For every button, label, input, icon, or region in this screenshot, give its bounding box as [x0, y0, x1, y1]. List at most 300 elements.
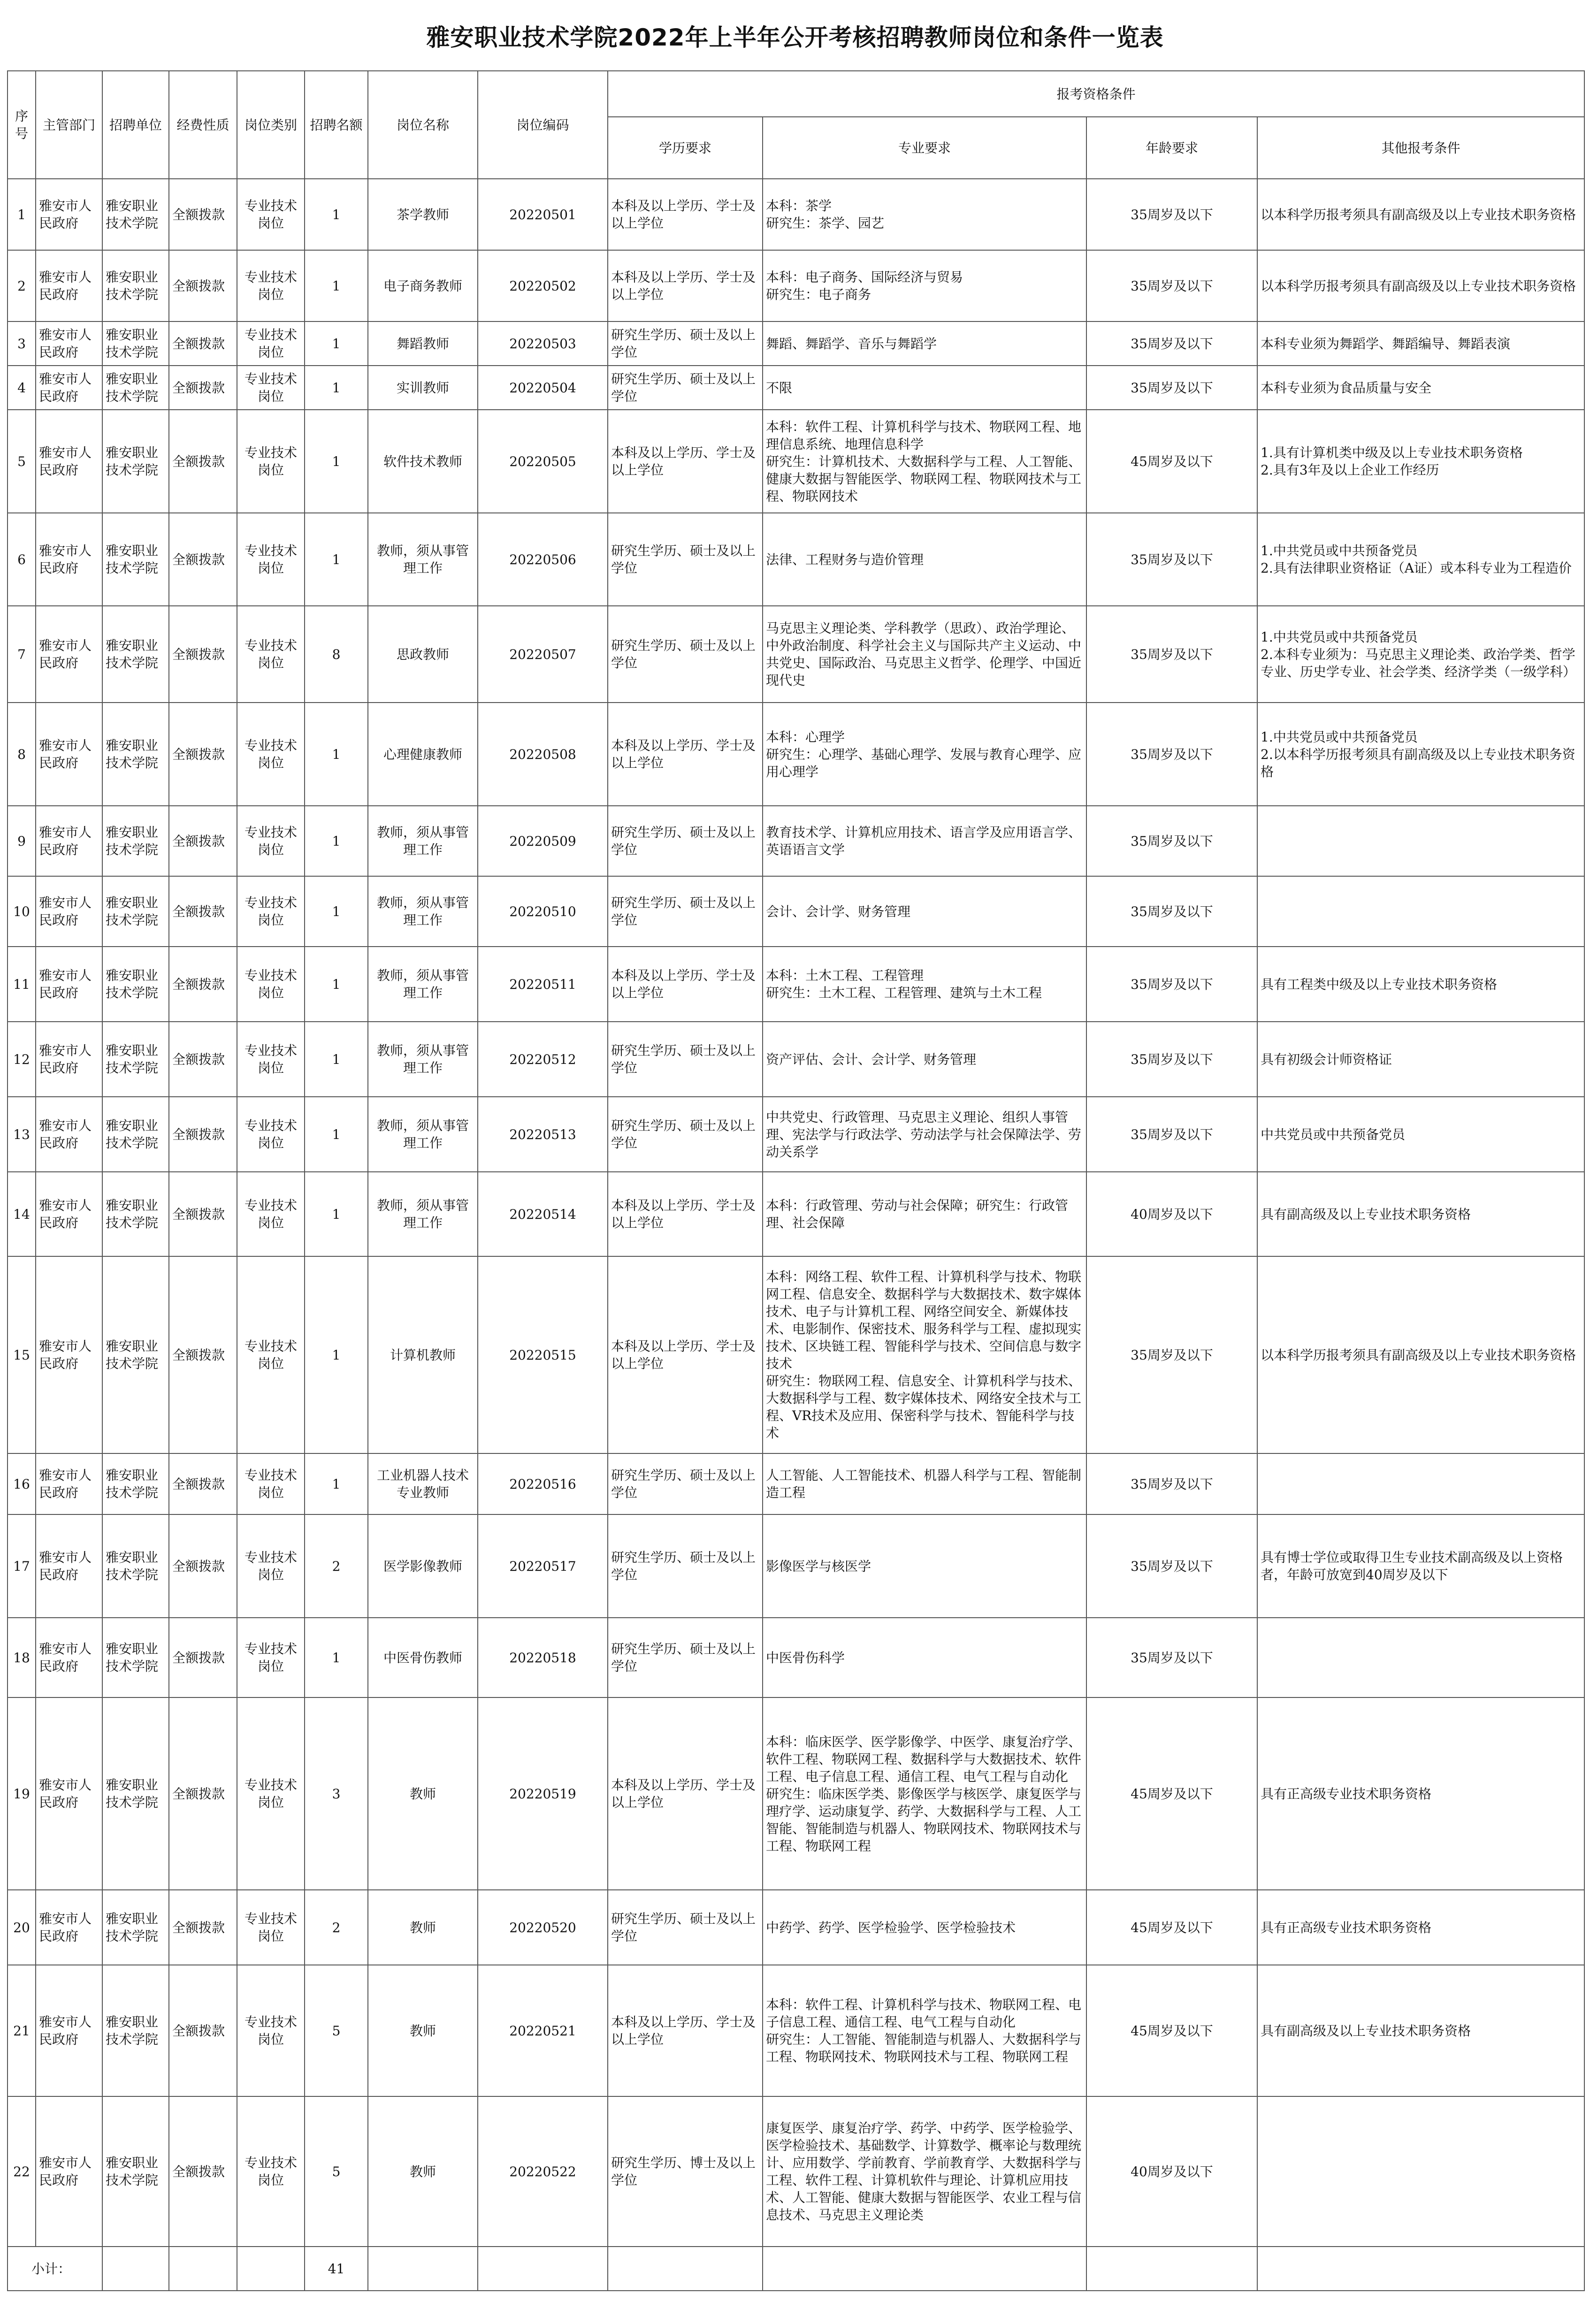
cell-post-name: 实训教师 — [368, 366, 478, 410]
cell-education: 本科及以上学历、学士及以上学位 — [608, 703, 763, 806]
cell-unit: 雅安职业技术学院 — [102, 703, 169, 806]
empty-cell — [237, 2247, 305, 2291]
cell-category: 专业技术岗位 — [237, 1618, 305, 1697]
cell-seq: 4 — [8, 366, 36, 410]
table-row — [8, 1453, 1584, 1514]
table-body — [8, 179, 1584, 2291]
cell-other — [1257, 876, 1584, 947]
cell-seq: 10 — [8, 876, 36, 947]
cell-post-code: 20220521 — [478, 1965, 608, 2096]
cell-unit: 雅安职业技术学院 — [102, 2096, 169, 2247]
cell-age: 45周岁及以下 — [1086, 410, 1257, 513]
cell-category: 专业技术岗位 — [237, 513, 305, 606]
table-row — [8, 513, 1584, 606]
table-row — [8, 606, 1584, 703]
header-dept: 主管部门 — [36, 71, 102, 179]
cell-category: 专业技术岗位 — [237, 1965, 305, 2096]
header-category: 岗位类别 — [237, 71, 305, 179]
total-row — [8, 2247, 1584, 2291]
cell-education: 研究生学历、硕士及以上学位 — [608, 876, 763, 947]
cell-seq: 2 — [8, 250, 36, 321]
cell-unit: 雅安职业技术学院 — [102, 513, 169, 606]
cell-funding: 全额拨款 — [169, 1618, 237, 1697]
table-row — [8, 1965, 1584, 2096]
cell-post-name: 教师 — [368, 1697, 478, 1890]
cell-other: 具有正高级专业技术职务资格 — [1257, 1697, 1584, 1890]
cell-quota: 1 — [305, 947, 368, 1022]
cell-other: 1.中共党员或中共预备党员 2.具有法律职业资格证（A证）或本科专业为工程造价 — [1257, 513, 1584, 606]
cell-post-code: 20220513 — [478, 1097, 608, 1172]
cell-age: 35周岁及以下 — [1086, 179, 1257, 250]
cell-post-name: 思政教师 — [368, 606, 478, 703]
header-other: 其他报考条件 — [1257, 117, 1584, 179]
cell-category: 专业技术岗位 — [237, 179, 305, 250]
cell-education: 研究生学历、硕士及以上学位 — [608, 1097, 763, 1172]
cell-category: 专业技术岗位 — [237, 1514, 305, 1618]
cell-funding: 全额拨款 — [169, 1965, 237, 2096]
cell-post-code: 20220522 — [478, 2096, 608, 2247]
cell-seq: 5 — [8, 410, 36, 513]
cell-seq: 22 — [8, 2096, 36, 2247]
cell-post-name: 电子商务教师 — [368, 250, 478, 321]
header-post-code: 岗位编码 — [478, 71, 608, 179]
cell-quota: 1 — [305, 876, 368, 947]
cell-education: 研究生学历、硕士及以上学位 — [608, 1890, 763, 1965]
cell-category: 专业技术岗位 — [237, 1697, 305, 1890]
cell-other: 以本科学历报考须具有副高级及以上专业技术职务资格 — [1257, 250, 1584, 321]
cell-post-name: 茶学教师 — [368, 179, 478, 250]
cell-post-name: 教师，须从事管理工作 — [368, 876, 478, 947]
cell-dept: 雅安市人民政府 — [36, 1256, 102, 1453]
cell-unit: 雅安职业技术学院 — [102, 1097, 169, 1172]
cell-funding: 全额拨款 — [169, 1022, 237, 1097]
cell-unit: 雅安职业技术学院 — [102, 321, 169, 366]
cell-post-name: 教师 — [368, 1890, 478, 1965]
cell-seq: 20 — [8, 1890, 36, 1965]
empty-cell — [1086, 2247, 1257, 2291]
cell-seq: 19 — [8, 1697, 36, 1890]
cell-dept: 雅安市人民政府 — [36, 513, 102, 606]
cell-age: 35周岁及以下 — [1086, 366, 1257, 410]
cell-seq: 16 — [8, 1453, 36, 1514]
cell-unit: 雅安职业技术学院 — [102, 1618, 169, 1697]
table-row — [8, 250, 1584, 321]
table-row — [8, 806, 1584, 876]
cell-post-name: 医学影像教师 — [368, 1514, 478, 1618]
header-funding: 经费性质 — [169, 71, 237, 179]
cell-other: 具有博士学位或取得卫生专业技术副高级及以上资格者，年龄可放宽到40周岁及以下 — [1257, 1514, 1584, 1618]
cell-funding: 全额拨款 — [169, 1256, 237, 1453]
cell-major: 马克思主义理论类、学科教学（思政）、政治学理论、中外政治制度、科学社会主义与国际共产主义运动、中共党史、国际政治、马克思主义哲学、伦理学、中国近现代史 — [763, 606, 1086, 703]
cell-post-name: 软件技术教师 — [368, 410, 478, 513]
cell-seq: 8 — [8, 703, 36, 806]
cell-age: 35周岁及以下 — [1086, 606, 1257, 703]
cell-funding: 全额拨款 — [169, 1172, 237, 1256]
cell-education: 研究生学历、硕士及以上学位 — [608, 606, 763, 703]
cell-unit: 雅安职业技术学院 — [102, 366, 169, 410]
cell-seq: 21 — [8, 1965, 36, 2096]
cell-post-code: 20220514 — [478, 1172, 608, 1256]
cell-unit: 雅安职业技术学院 — [102, 1965, 169, 2096]
table-row — [8, 2096, 1584, 2247]
cell-age: 35周岁及以下 — [1086, 1022, 1257, 1097]
cell-quota: 8 — [305, 606, 368, 703]
cell-quota: 1 — [305, 513, 368, 606]
cell-post-code: 20220503 — [478, 321, 608, 366]
cell-dept: 雅安市人民政府 — [36, 876, 102, 947]
cell-age: 35周岁及以下 — [1086, 250, 1257, 321]
header-major: 专业要求 — [763, 117, 1086, 179]
table-row — [8, 1256, 1584, 1453]
cell-seq: 7 — [8, 606, 36, 703]
cell-post-name: 教师，须从事管理工作 — [368, 806, 478, 876]
cell-post-code: 20220506 — [478, 513, 608, 606]
cell-education: 本科及以上学历、学士及以上学位 — [608, 1172, 763, 1256]
cell-unit: 雅安职业技术学院 — [102, 1890, 169, 1965]
cell-dept: 雅安市人民政府 — [36, 2096, 102, 2247]
table-row — [8, 321, 1584, 366]
cell-category: 专业技术岗位 — [237, 366, 305, 410]
cell-post-code: 20220516 — [478, 1453, 608, 1514]
cell-quota: 1 — [305, 1097, 368, 1172]
cell-funding: 全额拨款 — [169, 806, 237, 876]
cell-post-name: 教师 — [368, 2096, 478, 2247]
cell-education: 本科及以上学历、学士及以上学位 — [608, 179, 763, 250]
cell-seq: 6 — [8, 513, 36, 606]
cell-age: 35周岁及以下 — [1086, 947, 1257, 1022]
cell-other: 具有工程类中级及以上专业技术职务资格 — [1257, 947, 1584, 1022]
cell-quota: 1 — [305, 703, 368, 806]
cell-category: 专业技术岗位 — [237, 1097, 305, 1172]
cell-major: 本科：网络工程、软件工程、计算机科学与技术、物联网工程、信息安全、数据科学与大数据技术、数字媒体技术、电子与计算机工程、网络空间安全、新媒体技术、电影制作、保密技术、服务科学与工程、虚拟现实技术、区块链工程、智能科学与技术、空间信息与数字技术 研究生：物联网工程、信息安全、计算机科学与技术、大数据科学与工程、数字媒体技术、网络安全技术与工程、VR技术及应用、保密科学与技术、智能科学与技术 — [763, 1256, 1086, 1453]
cell-funding: 全额拨款 — [169, 947, 237, 1022]
cell-age: 35周岁及以下 — [1086, 1097, 1257, 1172]
cell-education: 本科及以上学历、学士及以上学位 — [608, 1256, 763, 1453]
cell-education: 本科及以上学历、学士及以上学位 — [608, 410, 763, 513]
cell-funding: 全额拨款 — [169, 606, 237, 703]
table-row — [8, 1618, 1584, 1697]
cell-seq: 15 — [8, 1256, 36, 1453]
empty-cell — [763, 2247, 1086, 2291]
cell-dept: 雅安市人民政府 — [36, 179, 102, 250]
cell-education: 本科及以上学历、学士及以上学位 — [608, 1697, 763, 1890]
cell-age: 35周岁及以下 — [1086, 703, 1257, 806]
table-row — [8, 947, 1584, 1022]
empty-cell — [368, 2247, 478, 2291]
cell-seq: 14 — [8, 1172, 36, 1256]
cell-quota: 5 — [305, 2096, 368, 2247]
cell-category: 专业技术岗位 — [237, 606, 305, 703]
cell-funding: 全额拨款 — [169, 703, 237, 806]
cell-category: 专业技术岗位 — [237, 1256, 305, 1453]
cell-quota: 1 — [305, 806, 368, 876]
cell-quota: 1 — [305, 321, 368, 366]
cell-unit: 雅安职业技术学院 — [102, 806, 169, 876]
cell-dept: 雅安市人民政府 — [36, 947, 102, 1022]
cell-post-code: 20220515 — [478, 1256, 608, 1453]
cell-funding: 全额拨款 — [169, 410, 237, 513]
cell-unit: 雅安职业技术学院 — [102, 606, 169, 703]
cell-funding: 全额拨款 — [169, 1890, 237, 1965]
cell-post-name: 教师，须从事管理工作 — [368, 513, 478, 606]
cell-dept: 雅安市人民政府 — [36, 1022, 102, 1097]
cell-education: 本科及以上学历、学士及以上学位 — [608, 250, 763, 321]
cell-unit: 雅安职业技术学院 — [102, 179, 169, 250]
table-row — [8, 179, 1584, 250]
header-conditions-group: 报考资格条件 — [608, 71, 1584, 117]
cell-dept: 雅安市人民政府 — [36, 703, 102, 806]
cell-quota: 1 — [305, 1453, 368, 1514]
cell-unit: 雅安职业技术学院 — [102, 250, 169, 321]
cell-quota: 1 — [305, 1022, 368, 1097]
cell-post-code: 20220518 — [478, 1618, 608, 1697]
cell-category: 专业技术岗位 — [237, 1453, 305, 1514]
cell-category: 专业技术岗位 — [237, 1890, 305, 1965]
cell-seq: 3 — [8, 321, 36, 366]
cell-dept: 雅安市人民政府 — [36, 250, 102, 321]
empty-cell — [608, 2247, 763, 2291]
cell-major: 本科：茶学 研究生：茶学、园艺 — [763, 179, 1086, 250]
cell-funding: 全额拨款 — [169, 2096, 237, 2247]
cell-education: 研究生学历、硕士及以上学位 — [608, 1514, 763, 1618]
cell-age: 35周岁及以下 — [1086, 1256, 1257, 1453]
cell-education: 研究生学历、硕士及以上学位 — [608, 366, 763, 410]
cell-post-name: 教师，须从事管理工作 — [368, 1097, 478, 1172]
cell-post-code: 20220510 — [478, 876, 608, 947]
cell-major: 中共党史、行政管理、马克思主义理论、组织人事管理、宪法学与行政法学、劳动法学与社会保障法学、劳动关系学 — [763, 1097, 1086, 1172]
cell-age: 35周岁及以下 — [1086, 806, 1257, 876]
cell-dept: 雅安市人民政府 — [36, 806, 102, 876]
cell-dept: 雅安市人民政府 — [36, 366, 102, 410]
cell-seq: 9 — [8, 806, 36, 876]
cell-post-name: 教师，须从事管理工作 — [368, 1172, 478, 1256]
cell-category: 专业技术岗位 — [237, 2096, 305, 2247]
cell-post-code: 20220519 — [478, 1697, 608, 1890]
cell-unit: 雅安职业技术学院 — [102, 1514, 169, 1618]
cell-major: 本科：软件工程、计算机科学与技术、物联网工程、电子信息工程、通信工程、电气工程与自动化 研究生：人工智能、智能制造与机器人、大数据科学与工程、物联网技术、物联网技术与工程、物联网工程 — [763, 1965, 1086, 2096]
cell-post-code: 20220501 — [478, 179, 608, 250]
cell-post-name: 教师 — [368, 1965, 478, 2096]
table-row — [8, 410, 1584, 513]
cell-quota: 3 — [305, 1697, 368, 1890]
cell-major: 本科：电子商务、国际经济与贸易 研究生：电子商务 — [763, 250, 1086, 321]
cell-seq: 11 — [8, 947, 36, 1022]
cell-seq: 1 — [8, 179, 36, 250]
cell-age: 40周岁及以下 — [1086, 1172, 1257, 1256]
empty-cell — [1257, 2247, 1584, 2291]
cell-unit: 雅安职业技术学院 — [102, 1697, 169, 1890]
cell-education: 研究生学历、硕士及以上学位 — [608, 806, 763, 876]
cell-other — [1257, 1618, 1584, 1697]
cell-dept: 雅安市人民政府 — [36, 1097, 102, 1172]
cell-major: 资产评估、会计、会计学、财务管理 — [763, 1022, 1086, 1097]
cell-unit: 雅安职业技术学院 — [102, 947, 169, 1022]
cell-other: 本科专业须为食品质量与安全 — [1257, 366, 1584, 410]
cell-dept: 雅安市人民政府 — [36, 1453, 102, 1514]
header-age: 年龄要求 — [1086, 117, 1257, 179]
table-row — [8, 1097, 1584, 1172]
cell-quota: 1 — [305, 1172, 368, 1256]
table-row — [8, 1022, 1584, 1097]
empty-cell — [102, 2247, 169, 2291]
cell-post-code: 20220511 — [478, 947, 608, 1022]
cell-post-code: 20220507 — [478, 606, 608, 703]
cell-funding: 全额拨款 — [169, 876, 237, 947]
cell-seq: 13 — [8, 1097, 36, 1172]
cell-age: 35周岁及以下 — [1086, 876, 1257, 947]
table-row — [8, 1697, 1584, 1890]
cell-other: 具有副高级及以上专业技术职务资格 — [1257, 1965, 1584, 2096]
cell-age: 45周岁及以下 — [1086, 1697, 1257, 1890]
cell-other: 具有副高级及以上专业技术职务资格 — [1257, 1172, 1584, 1256]
cell-category: 专业技术岗位 — [237, 250, 305, 321]
page-title: 雅安职业技术学院2022年上半年公开考核招聘教师岗位和条件一览表 — [426, 24, 1164, 51]
cell-other: 中共党员或中共预备党员 — [1257, 1097, 1584, 1172]
cell-post-code: 20220508 — [478, 703, 608, 806]
cell-funding: 全额拨款 — [169, 321, 237, 366]
cell-post-name: 中医骨伤教师 — [368, 1618, 478, 1697]
cell-major: 中药学、药学、医学检验学、医学检验技术 — [763, 1890, 1086, 1965]
cell-post-code: 20220517 — [478, 1514, 608, 1618]
cell-age: 35周岁及以下 — [1086, 1453, 1257, 1514]
recruitment-table — [7, 70, 1585, 2291]
cell-education: 研究生学历、硕士及以上学位 — [608, 1618, 763, 1697]
cell-unit: 雅安职业技术学院 — [102, 876, 169, 947]
cell-dept: 雅安市人民政府 — [36, 321, 102, 366]
cell-unit: 雅安职业技术学院 — [102, 1172, 169, 1256]
cell-other — [1257, 806, 1584, 876]
cell-education: 研究生学历、硕士及以上学位 — [608, 1453, 763, 1514]
total-quota: 41 — [305, 2247, 368, 2291]
table-row — [8, 366, 1584, 410]
header-education: 学历要求 — [608, 117, 763, 179]
cell-post-code: 20220512 — [478, 1022, 608, 1097]
cell-category: 专业技术岗位 — [237, 1022, 305, 1097]
cell-dept: 雅安市人民政府 — [36, 1890, 102, 1965]
cell-seq: 18 — [8, 1618, 36, 1697]
header-unit: 招聘单位 — [102, 71, 169, 179]
cell-dept: 雅安市人民政府 — [36, 1172, 102, 1256]
cell-category: 专业技术岗位 — [237, 321, 305, 366]
cell-dept: 雅安市人民政府 — [36, 1697, 102, 1890]
empty-cell — [169, 2247, 237, 2291]
cell-education: 研究生学历、硕士及以上学位 — [608, 1022, 763, 1097]
cell-dept: 雅安市人民政府 — [36, 1618, 102, 1697]
cell-funding: 全额拨款 — [169, 1453, 237, 1514]
cell-category: 专业技术岗位 — [237, 876, 305, 947]
cell-funding: 全额拨款 — [169, 250, 237, 321]
cell-post-name: 计算机教师 — [368, 1256, 478, 1453]
cell-education: 本科及以上学历、学士及以上学位 — [608, 947, 763, 1022]
cell-post-name: 心理健康教师 — [368, 703, 478, 806]
header-seq: 序号 — [8, 71, 36, 179]
cell-other: 1.中共党员或中共预备党员 2.本科专业须为：马克思主义理论类、政治学类、哲学专业、历史学专业、社会学类、经济学类（一级学科） — [1257, 606, 1584, 703]
cell-funding: 全额拨款 — [169, 366, 237, 410]
cell-major: 中医骨伤科学 — [763, 1618, 1086, 1697]
cell-quota: 5 — [305, 1965, 368, 2096]
cell-seq: 17 — [8, 1514, 36, 1618]
cell-education: 研究生学历、硕士及以上学位 — [608, 513, 763, 606]
cell-age: 35周岁及以下 — [1086, 1618, 1257, 1697]
cell-age: 35周岁及以下 — [1086, 1514, 1257, 1618]
cell-major: 本科：心理学 研究生：心理学、基础心理学、发展与教育心理学、应用心理学 — [763, 703, 1086, 806]
cell-unit: 雅安职业技术学院 — [102, 410, 169, 513]
cell-unit: 雅安职业技术学院 — [102, 1256, 169, 1453]
cell-quota: 2 — [305, 1890, 368, 1965]
cell-other: 1.中共党员或中共预备党员 2.以本科学历报考须具有副高级及以上专业技术职务资格 — [1257, 703, 1584, 806]
cell-funding: 全额拨款 — [169, 179, 237, 250]
cell-other: 具有正高级专业技术职务资格 — [1257, 1890, 1584, 1965]
cell-post-code: 20220509 — [478, 806, 608, 876]
cell-major: 不限 — [763, 366, 1086, 410]
cell-other: 以本科学历报考须具有副高级及以上专业技术职务资格 — [1257, 179, 1584, 250]
empty-cell — [478, 2247, 608, 2291]
cell-other: 本科专业须为舞蹈学、舞蹈编导、舞蹈表演 — [1257, 321, 1584, 366]
cell-quota: 1 — [305, 366, 368, 410]
table-row — [8, 876, 1584, 947]
table-row — [8, 1514, 1584, 1618]
cell-quota: 1 — [305, 250, 368, 321]
cell-category: 专业技术岗位 — [237, 947, 305, 1022]
cell-dept: 雅安市人民政府 — [36, 410, 102, 513]
cell-education: 研究生学历、硕士及以上学位 — [608, 321, 763, 366]
cell-category: 专业技术岗位 — [237, 703, 305, 806]
cell-age: 45周岁及以下 — [1086, 1965, 1257, 2096]
header-quota: 招聘名额 — [305, 71, 368, 179]
cell-funding: 全额拨款 — [169, 513, 237, 606]
cell-post-name: 工业机器人技术专业教师 — [368, 1453, 478, 1514]
cell-major: 本科：临床医学、医学影像学、中医学、康复治疗学、软件工程、物联网工程、数据科学与大数据技术、软件工程、电子信息工程、通信工程、电气工程与自动化 研究生：临床医学类、影像医学与核医学、康复医学与理疗学、运动康复学、药学、大数据科学与工程、人工智能、智能制造与机器人、物联网技术、物联网技术与工程、物联网工程 — [763, 1697, 1086, 1890]
cell-funding: 全额拨款 — [169, 1514, 237, 1618]
cell-major: 舞蹈、舞蹈学、音乐与舞蹈学 — [763, 321, 1086, 366]
cell-other — [1257, 1453, 1584, 1514]
cell-post-code: 20220502 — [478, 250, 608, 321]
cell-dept: 雅安市人民政府 — [36, 1514, 102, 1618]
cell-quota: 1 — [305, 410, 368, 513]
table-row — [8, 1172, 1584, 1256]
cell-category: 专业技术岗位 — [237, 806, 305, 876]
cell-education: 本科及以上学历、学士及以上学位 — [608, 1965, 763, 2096]
cell-funding: 全额拨款 — [169, 1097, 237, 1172]
cell-post-name: 舞蹈教师 — [368, 321, 478, 366]
cell-quota: 1 — [305, 179, 368, 250]
cell-other: 以本科学历报考须具有副高级及以上专业技术职务资格 — [1257, 1256, 1584, 1453]
cell-major: 本科：软件工程、计算机科学与技术、物联网工程、地理信息系统、地理信息科学 研究生：计算机技术、大数据科学与工程、人工智能、健康大数据与智能医学、物联网工程、物联网技术与工程、物联网技术 — [763, 410, 1086, 513]
cell-major: 康复医学、康复治疗学、药学、中药学、医学检验学、医学检验技术、基础数学、计算数学、概率论与数理统计、应用数学、学前教育、学前教育学、大数据科学与工程、软件工程、计算机软件与理论、计算机应用技术、人工智能、健康大数据与智能医学、农业工程与信息技术、马克思主义理论类 — [763, 2096, 1086, 2247]
total-label: 小计： — [8, 2247, 102, 2291]
cell-unit: 雅安职业技术学院 — [102, 1022, 169, 1097]
cell-funding: 全额拨款 — [169, 1697, 237, 1890]
cell-major: 人工智能、人工智能技术、机器人科学与工程、智能制造工程 — [763, 1453, 1086, 1514]
cell-major: 本科：行政管理、劳动与社会保障；研究生：行政管理、社会保障 — [763, 1172, 1086, 1256]
cell-major: 影像医学与核医学 — [763, 1514, 1086, 1618]
cell-education: 研究生学历、博士及以上学位 — [608, 2096, 763, 2247]
cell-post-code: 20220505 — [478, 410, 608, 513]
cell-major: 教育技术学、计算机应用技术、语言学及应用语言学、英语语言文学 — [763, 806, 1086, 876]
cell-dept: 雅安市人民政府 — [36, 1965, 102, 2096]
cell-major: 会计、会计学、财务管理 — [763, 876, 1086, 947]
cell-post-name: 教师，须从事管理工作 — [368, 1022, 478, 1097]
cell-post-code: 20220520 — [478, 1890, 608, 1965]
header-post-name: 岗位名称 — [368, 71, 478, 179]
cell-other: 具有初级会计师资格证 — [1257, 1022, 1584, 1097]
cell-major: 本科：土木工程、工程管理 研究生：土木工程、工程管理、建筑与土木工程 — [763, 947, 1086, 1022]
cell-unit: 雅安职业技术学院 — [102, 1453, 169, 1514]
cell-other — [1257, 2096, 1584, 2247]
cell-quota: 1 — [305, 1256, 368, 1453]
cell-dept: 雅安市人民政府 — [36, 606, 102, 703]
cell-age: 35周岁及以下 — [1086, 513, 1257, 606]
